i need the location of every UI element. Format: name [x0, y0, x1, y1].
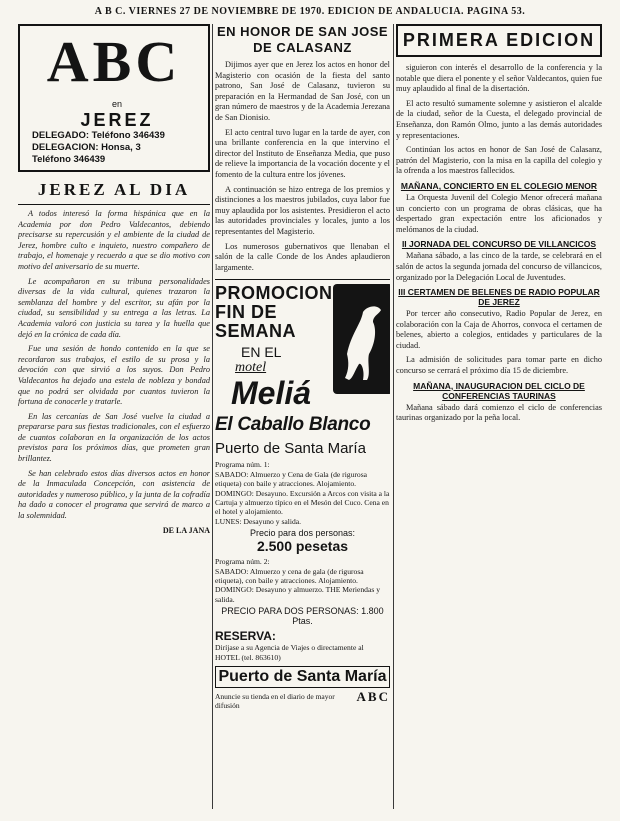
masthead-box	[18, 24, 210, 172]
ad-program-line: LUNES: Desayuno y salida.	[215, 516, 302, 526]
masthead-delegacion: DELEGACION: Honsa, 3	[32, 142, 141, 153]
article-subhead: MAÑANA, CONCIERTO EN EL COLEGIO MENOR	[400, 180, 598, 191]
ad-price-label: Precio para dos personas:	[249, 528, 356, 539]
ad-brand: Meliá	[231, 375, 312, 412]
ad-program-title: Programa núm. 2:	[215, 557, 270, 567]
article-paragraph: A continuación se hizo entrega de los premios y distinciones a los maestros jubilados, cuya labor fue muy aplaudida por los asistentes. Presidieron el acto las autoridades provinciales y locales, junto a los representantes del Magisterio.	[215, 184, 390, 236]
article-paragraph: A todos interesó la forma hispánica que en la Academia por don Pedro Valdecantos, debiendo precisarse su repercusión y el ambiente de la ciudad de Jerez, hombre culto e inquieto, nuestro compañero de trabajo, el homenaje y recuerdo a que se dio motivo con motivo del aniversario de su muerte.	[18, 209, 210, 271]
article-subhead: MAÑANA, INAUGURACION DEL CICLO DE CONFERENCIAS TAURINAS	[413, 380, 585, 401]
column-rule	[393, 24, 394, 809]
masthead-delegado: DELEGADO: Teléfono 346439	[32, 130, 165, 141]
masthead-details	[32, 98, 202, 166]
article-subhead: II JORNADA DEL CONCURSO DE VILLANCICOS	[401, 239, 597, 250]
ad-program-line: DOMINGO: Desayuno. Excursión a Arcos con visita a la Cartuja y almuerzo típico en el Mesón del Cuco. Cena en el hotel y alojamiento.	[215, 488, 390, 517]
article-paragraph: Por tercer año consecutivo, Radio Popular de Jerez, en colaboración con la Caja de Ahorros, convoca el certamen de belenes, abierto a colegios, entidades y particulares de la ciudad.	[396, 309, 602, 350]
ad-reserva: RESERVA:	[215, 629, 276, 644]
ad-hotel-word: motel	[235, 360, 267, 376]
ad-program-line: SABADO: Almuerzo y cena de gala (de rigurosa etiqueta), con baile y atracciones. Alojamiento.	[215, 566, 364, 585]
column-rule	[212, 24, 213, 809]
masthead-telefono: Teléfono 346439	[32, 154, 106, 165]
ad-program-line: DOMINGO: Desayuno y almuerzo. THE Meriendas y salida.	[215, 585, 380, 604]
ad-program-title: Programa núm. 1:	[215, 460, 270, 470]
article-paragraph: Fue una sesión de hondo contenido en la que se recordaron sus trabajos, el estilo de su prosa y la devoción con que sirvió a los suyos. Don Pedro Valdecantos ha dejado una estela de nobleza y bondad que no podrá ser olvidada por cuantos tuvieron la fortuna de conocerle y tratarle.	[18, 344, 210, 407]
article-paragraph: En las cercanías de San José vuelve la ciudad a prepararse para sus fiestas tradicionales, con el esfuerzo de cuantos colaboran en la organización de los actos previstos para los próximos días, que prometen gran brillantez.	[18, 411, 210, 464]
ad-program-line: SABADO: Almuerzo y Cena de Gala (de rigurosa etiqueta) con baile y atracciones. Alojamiento.	[215, 469, 368, 489]
ad-price: 2.500 pesetas	[256, 538, 349, 555]
ad-promo-line: PROMOCION	[215, 283, 333, 304]
article-paragraph: Le acompañaron en su tribuna personalidades diversas de la vida cultural, quienes trazaron la semblanza del hombre y del escritor, su afán por la ciudad, su sensibilidad y su entrega a las letras. La Academia valoró con justicia su tarea y la huella que dejó en la crónica de cada día.	[18, 276, 210, 339]
ad-price-2: PRECIO PARA DOS PERSONAS: 1.800 Ptas.	[221, 606, 384, 627]
page-header: A B C. VIERNES 27 DE NOVIEMBRE DE 1970. EDICION DE ANDALUCIA. PAGINA 53.	[94, 6, 526, 17]
article-paragraph: Dijimos ayer que en Jerez los actos en honor del Magisterio con ocasión de la fiesta del santo patrono, San José de Calasanz, tuvieron su preparación en la Hermandad de San José, con un gran número de maestros y de la Academia Jerezana de San Dionisio.	[215, 60, 390, 122]
ad-footer-abc: ABC	[356, 688, 390, 704]
column-left	[18, 24, 210, 811]
edition-box	[396, 24, 602, 57]
article-paragraph: siguieron con interés el desarrollo de la conferencia y la notable que diera el ponente y el señor Valdecantos, quien fue muy aplaudido al final de la disertación.	[396, 63, 602, 94]
horse-logo-icon	[333, 284, 390, 394]
article-paragraph: Mañana sábado, a las cinco de la tarde, se celebrará en el salón de actos la segunda jornada del concurso de villancicos, organizado por la Delegación Local de Juventudes.	[396, 251, 602, 282]
article-headline: EN HONOR DE SAN JOSE DE CALASANZ	[216, 24, 389, 55]
ad-promo-line: SEMANA	[215, 321, 297, 342]
article-signature: DE LA JANA	[162, 525, 210, 535]
article-paragraph: El acto resultó sumamente solemne y asistieron el alcalde de la ciudad, señor de la Cuesta, el delegado provincial de Enseñanza, don Ramón Olmo, junto a las demás autoridades y representaciones.	[396, 98, 602, 140]
masthead-city: JEREZ	[80, 110, 154, 130]
article-paragraph: Se han celebrado estos días diversos actos en honor de la Inmaculada Concepción, con asistencia de autoridades y numeroso público, y la junta de la cofradía ha dado a conocer el programa que servirá de marco a la solemnidad.	[18, 468, 210, 521]
ad-promo-line: FIN DE	[215, 302, 278, 323]
ad-reserva-text: Diríjase a su Agencia de Viajes o directamente al HOTEL (tel. 863610)	[215, 643, 364, 662]
ad-place-2: Puerto de Santa María	[215, 666, 390, 688]
article-paragraph: Continúan los actos en honor de San José de Calasanz, patrón del Magisterio, con la misa en la capilla del colegio y la ofrenda a los maestros fallecidos.	[396, 145, 602, 176]
article-paragraph: La admisión de solicitudes para tomar parte en dicho concurso se cerrará el próximo día 15 de diciembre.	[396, 355, 602, 376]
ad-promo	[215, 284, 333, 410]
abc-logo: ABC	[46, 29, 182, 94]
article-subhead: III CERTAMEN DE BELENES DE RADIO POPULAR DE JEREZ	[398, 287, 600, 308]
edition-label: PRIMERA EDICION	[402, 30, 596, 50]
masthead-en: en	[111, 99, 122, 109]
ad-en-el: EN EL	[241, 344, 282, 361]
ad-place: Puerto de Santa María	[215, 440, 366, 458]
column-middle	[215, 24, 390, 811]
ad-footer-text: Anuncie su tienda en el diario de mayor difusión	[215, 691, 335, 710]
article-paragraph: La Orquesta Juvenil del Colegio Menor ofrecerá mañana un concierto con un programa de obras clásicas, que ha despertado gran expectación entre los aficionados y melómanos de la ciudad.	[396, 192, 602, 234]
article-paragraph: Mañana sábado dará comienzo el ciclo de conferencias taurinas organizado por la peña local.	[396, 402, 602, 423]
ad-hotel-name: El Caballo Blanco	[215, 414, 371, 436]
article-paragraph: El acto central tuvo lugar en la tarde de ayer, con una brillante conferencia en la que intervino el director del Instituto de Enseñanza Media, que puso de relieve la importancia de la vocación docente y el fomento de la cultura entre los jóvenes.	[215, 127, 390, 179]
ad-footer	[215, 688, 390, 710]
column-right	[396, 24, 602, 811]
article-paragraph: Los numerosos gubernativos que llenaban el salón de la calle Conde de los Andes aplaudieron largamente.	[215, 241, 390, 272]
hotel-advertisement	[215, 279, 390, 710]
ad-top	[215, 284, 390, 410]
section-title: JEREZ AL DIA	[18, 172, 210, 205]
